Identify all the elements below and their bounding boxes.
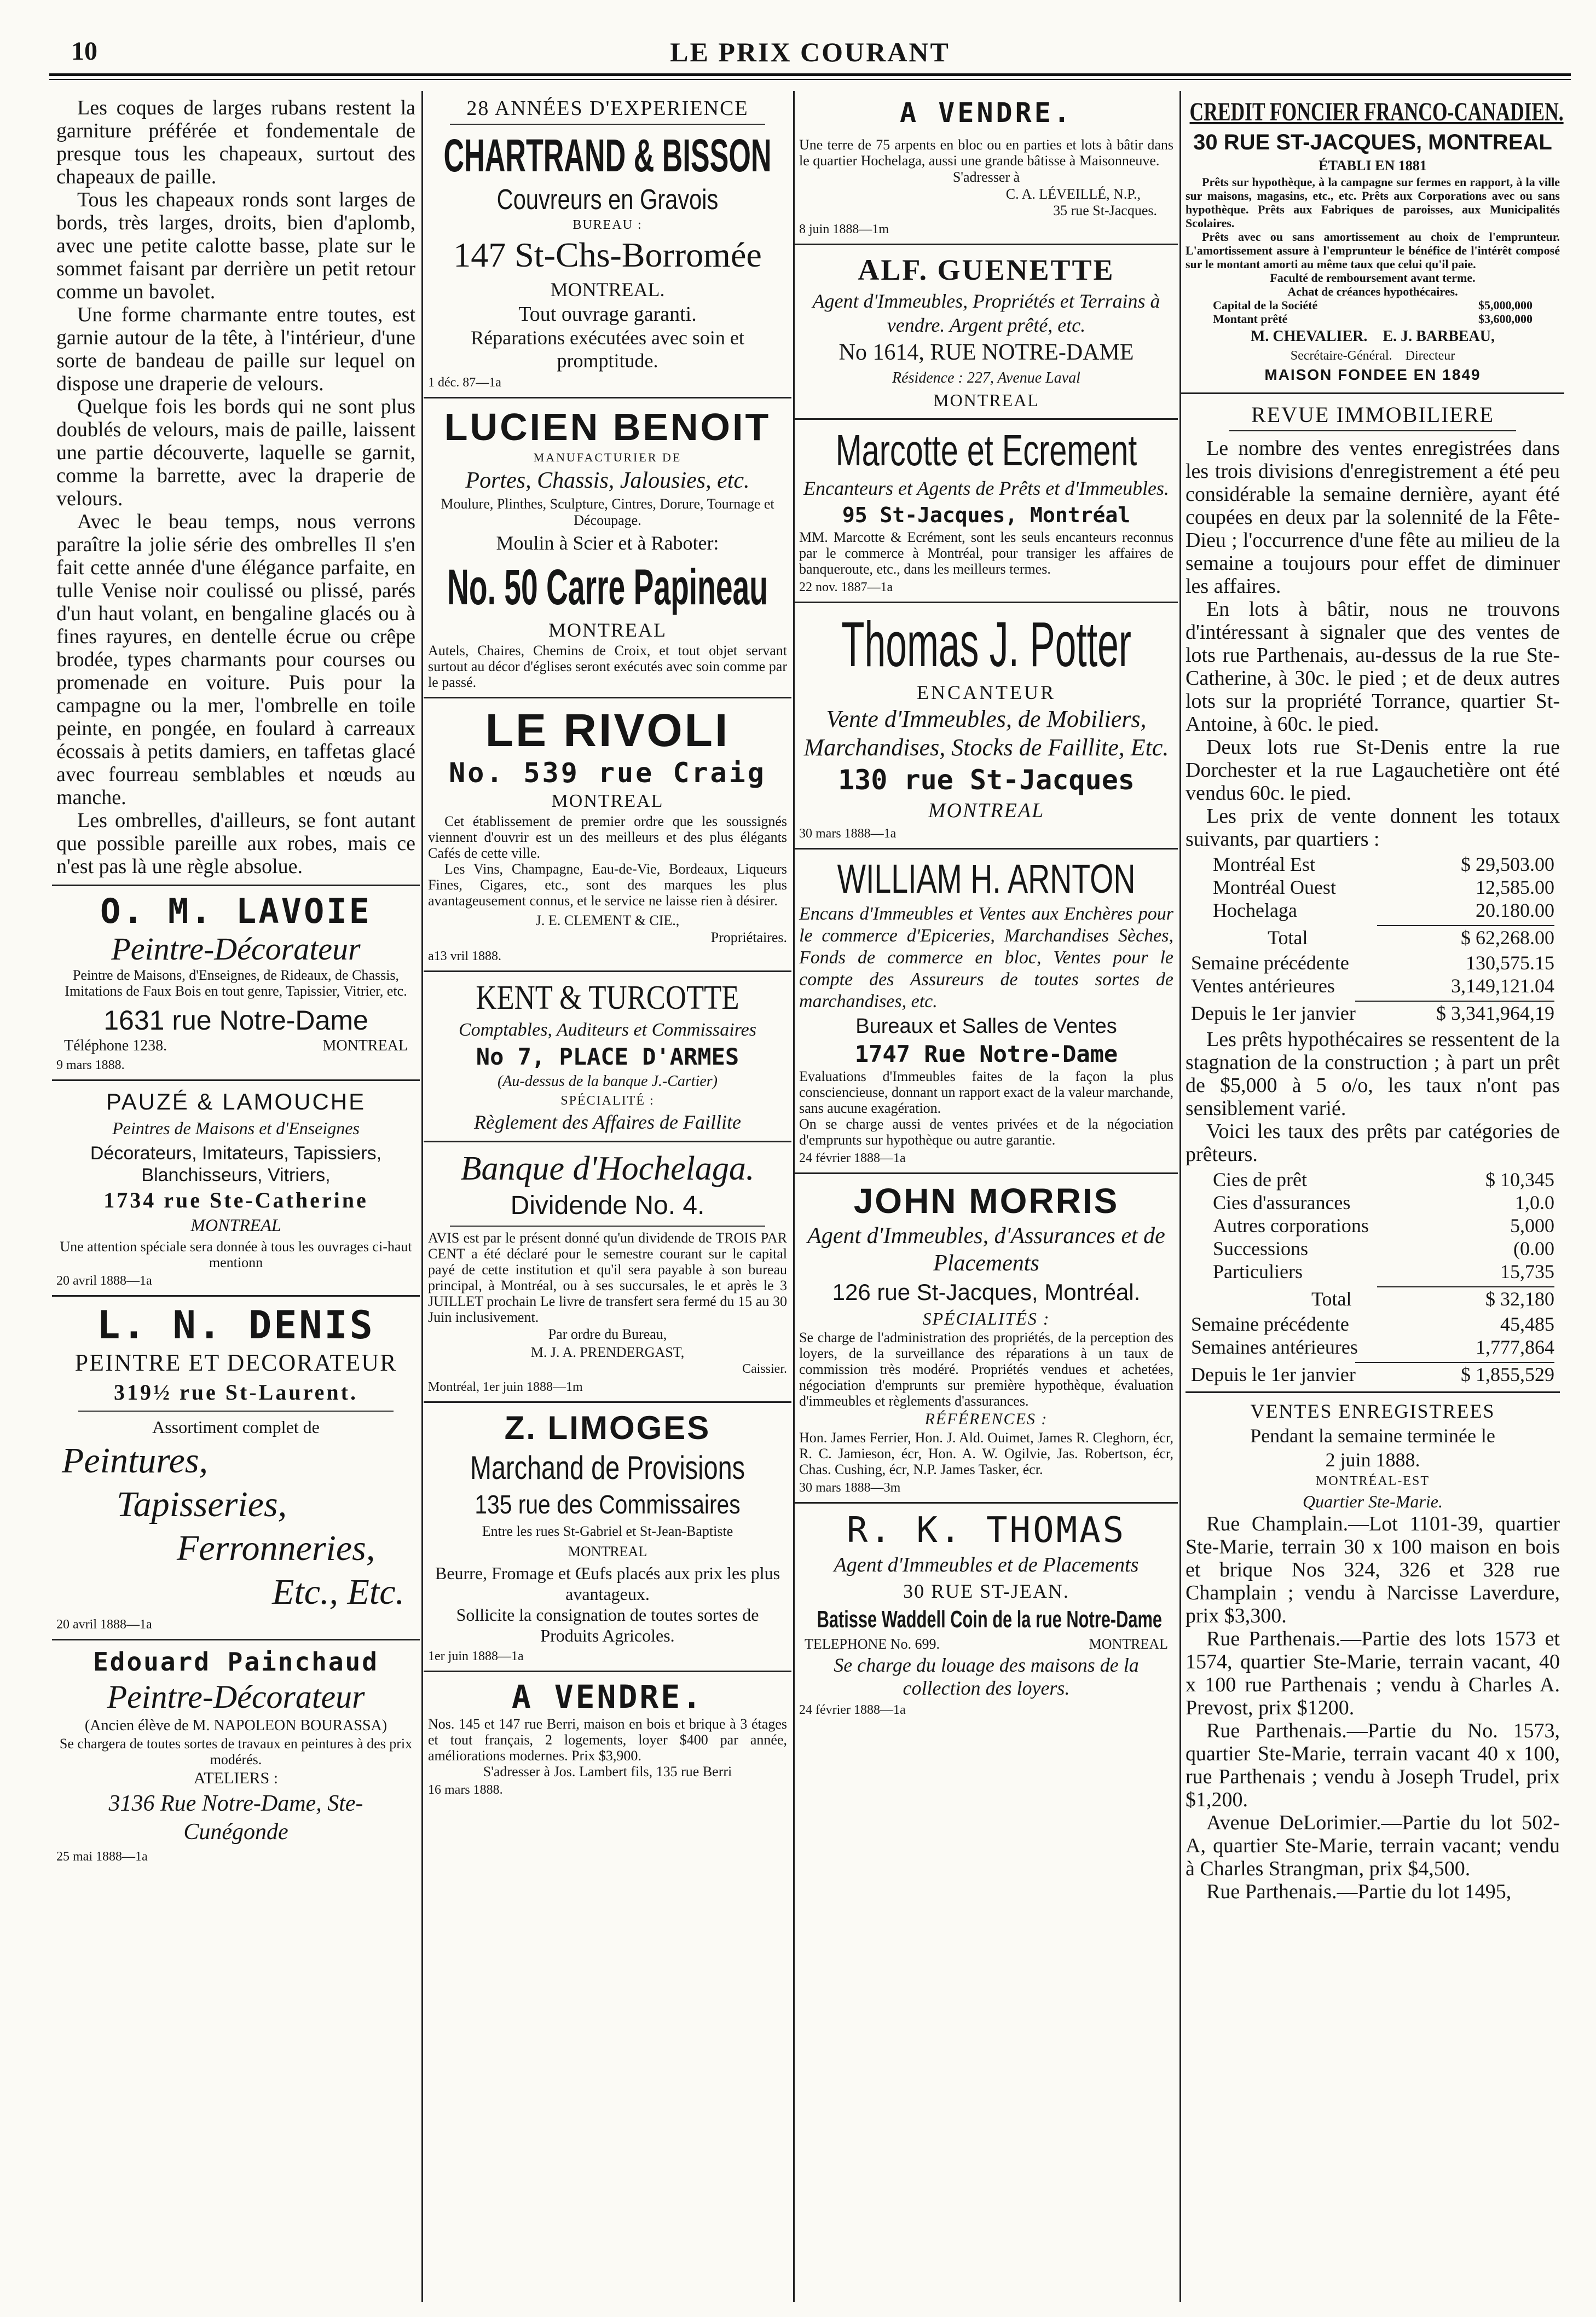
ad-kent — [424, 972, 791, 1142]
ad-address: No. 539 rue Craig — [449, 757, 766, 789]
column-1 — [52, 91, 420, 2302]
ad-date: 24 février 1888—1a — [799, 1703, 906, 1717]
ad-painchaud — [52, 1640, 420, 1871]
column-3 — [795, 91, 1178, 2302]
table-row: Cies de prêt $ 10,345 — [1213, 1169, 1554, 1191]
ad-assortment: Assortiment complet de — [152, 1417, 320, 1437]
totals-table — [1186, 951, 1560, 1025]
lenders-table — [1186, 1166, 1560, 1313]
ad-paragraph: Prêts sur hypothèque, à la campagne sur fermes en rapport, à la ville sur maisons, magasins, etc., etc. Prêts aux Corporations avec ou sans hypothèque. Prêts aux Fabriques de paroisses, aux Municipalités Scolaires. — [1186, 175, 1560, 230]
table-row: Semaines antérieures 1,777,864 — [1191, 1336, 1554, 1358]
ad-name: PAUZÉ & LAMOUCHE — [106, 1089, 366, 1114]
ad-morris — [795, 1174, 1178, 1504]
ad-description: Beurre, Fromage et Œufs placés aux prix les plus avantageux. — [435, 1563, 780, 1604]
ad-lent-value: $3,600,000 — [1478, 312, 1533, 326]
ad-between: Entre les rues St-Gabriel et St-Jean-Baptiste — [482, 1523, 733, 1539]
ad-names: M. CHEVALIER. E. J. BARBEAU, — [1251, 328, 1495, 345]
ad-text: Nos. 145 et 147 rue Berri, maison en bois et brique à 3 étages et tout français, 2 logements, loyer $400 par année, améliorations modernes. Prix $3,900. — [428, 1716, 787, 1764]
ad-paragraph: Faculté de remboursement avant terme. — [1270, 271, 1476, 285]
ad-name: Banque d'Hochelaga. — [460, 1150, 755, 1187]
ad-name: LUCIEN BENOIT — [444, 406, 771, 448]
ad-date: 9 mars 1888. — [56, 1058, 125, 1072]
divider — [450, 124, 765, 125]
ad-roles: Secrétaire-Général. Directeur — [1290, 349, 1455, 363]
ad-established: ÉTABLI EN 1881 — [1319, 158, 1427, 174]
ad-text: Se charge de l'administration des propriétés, de la perception des loyers, de la surveillance des réparations à un taux de commission très modéré. Propriétés vendues et achetées, négociation d'emprunts sur première hypothèque, évaluation d'immeubles et règlements d'assurances. — [799, 1330, 1173, 1409]
ad-arnton — [795, 850, 1178, 1174]
ad-date: 25 mai 1888—1a — [56, 1850, 148, 1864]
masthead-rule-thin — [49, 79, 1571, 80]
ad-date: 20 avril 1888—1a — [56, 1617, 152, 1632]
ad-founded: MAISON FONDEE EN 1849 — [1264, 366, 1481, 383]
article-paragraph: Le nombre des ventes enregistrées dans les trois divisions d'enregistrement a été peu considérable la semaine dernière, ayant été coupées en deux par la solennité de la Fête-Dieu ; l'occurrence d'une fête au milieu de la semaine a toujours pour effet de diminuer les affaires. — [1186, 437, 1560, 598]
ad-line: Moulin à Scier et à Raboter: — [496, 532, 719, 554]
ad-lavoie — [52, 886, 420, 1081]
ad-date: 1er juin 1888—1a — [428, 1649, 524, 1663]
ad-title: Peintre-Décorateur — [107, 1679, 365, 1715]
ad-description: Autels, Chaires, Chemins de Croix, et tout objet servant surtout au décor d'églises seront exécutés avec soin comme par le passé. — [428, 643, 787, 690]
ad-address: 1747 Rue Notre-Dame — [854, 1041, 1118, 1067]
ad-city: MONTREAL. — [550, 279, 665, 301]
table-row: Particuliers 15,735 — [1213, 1261, 1554, 1282]
article-paragraph: Les prêts hypothécaires se ressentent de la stagnation de la construction ; à part un prêt de $5,000 à 5 o/o, les taux n'ont pas sensiblement varié. — [1186, 1028, 1560, 1120]
sale-entry: Rue Parthenais.—Partie du No. 1573, quartier Ste-Marie, terrain vacant 40 x 100, rue Parthenais ; vendu à Joseph Trudel, prix $1,200. — [1186, 1719, 1560, 1811]
ad-name: WILLIAM H. ARNTON — [837, 856, 1136, 902]
ad-city: MONTREAL — [933, 390, 1039, 410]
table-row: Montréal Est $ 29,503.00 — [1213, 853, 1554, 875]
ad-description: Encans d'Immeubles et Ventes aux Enchères pour le commerce d'Epiceries, Marchandises Sèches, Fonds de commerce en bloc, Ventes pour le compte des Assureurs de toutes sortes de marchandises, etc. — [799, 904, 1173, 1012]
ad-line: Tout ouvrage garanti. — [518, 303, 697, 326]
article-paragraph: Tous les chapeaux ronds sont larges de bords, très larges, droits, bien d'aplomb, avec une petite calotte basse, plate sur le sommet faisant par derrière un petit retour comme un bavolet. — [56, 188, 415, 303]
ad-date: 1 déc. 87—1a — [428, 375, 501, 390]
ad-date: 30 mars 1888—3m — [799, 1481, 901, 1495]
table-total-row: Total $ 62,268.00 — [1268, 927, 1554, 949]
ad-potter — [795, 603, 1178, 850]
ad-address: 319½ rue St-Laurent. — [114, 1380, 358, 1405]
ad-title: Peintres de Maisons et d'Enseignes — [112, 1118, 360, 1138]
ad-description: Décorateurs, Imitateurs, Tapissiers, Blanchisseurs, Vitriers, — [90, 1143, 382, 1186]
sale-entry: Rue Parthenais.—Partie du lot 1495, — [1206, 1880, 1512, 1903]
ad-item: Ferronneries, — [177, 1528, 375, 1568]
ad-address: 30 RUE ST-JEAN. — [903, 1580, 1069, 1602]
ad-city: MONTREAL — [322, 1037, 408, 1054]
divider — [78, 1411, 394, 1412]
ad-title: Agent d'Immeubles et de Placements — [834, 1553, 1139, 1576]
quarter-heading: Quartier Ste-Marie. — [1303, 1492, 1443, 1511]
ad-date: 30 mars 1888—1a — [799, 827, 897, 841]
fashion-article — [52, 91, 420, 886]
ad-specialty: SPÉCIALITÉS : — [922, 1309, 1050, 1328]
ad-capital-value: $5,000,000 — [1478, 298, 1533, 312]
ad-address: 1631 rue Notre-Dame — [103, 1005, 368, 1036]
ad-text: MM. Marcotte & Ecrément, sont les seuls encanteurs reconnus par le commerce à Montréal, pour transiger les affaires de banqueroute, etc., dans les meilleurs termes. — [799, 529, 1173, 577]
ad-title: Agent d'Immeubles, Propriétés et Terrains à vendre. Argent prêté, etc. — [812, 290, 1160, 336]
masthead — [49, 31, 1571, 69]
ad-bureau: Bureaux et Salles de Ventes — [855, 1015, 1117, 1038]
ad-signature-role: Propriétaires. — [710, 929, 787, 945]
table-row: Autres corporations 5,000 — [1213, 1215, 1554, 1236]
column-divider — [421, 91, 423, 2302]
ad-paragraph: Les Vins, Champagne, Eau-de-Vie, Bordeaux, Liqueurs Fines, Cigares, etc., sont des marques les plus avantageusement connus, et le service ne laisse rien à désirer. — [428, 861, 787, 909]
ad-title: Peintre-Décorateur — [111, 931, 361, 967]
ad-date: 8 juin 1888—1m — [799, 222, 889, 236]
divider — [450, 1226, 765, 1227]
ad-item: Etc., Etc. — [272, 1572, 404, 1612]
ad-name: O. M. LAVOIE — [100, 891, 372, 931]
ad-name: JOHN MORRIS — [853, 1181, 1119, 1221]
ad-description: Se charge du louage des maisons de la collection des loyers. — [834, 1654, 1139, 1699]
ad-text: On se charge aussi de ventes privées et de la négociation d'emprunts sur hypothèque ou autre garantie. — [799, 1116, 1173, 1148]
ad-description: Se chargera de toutes sortes de travaux en peintures à des prix modérés. — [59, 1736, 413, 1767]
ad-name: Thomas J. Potter — [841, 609, 1131, 680]
table-row: Depuis le 1er janvier $ 1,855,529 — [1191, 1363, 1554, 1385]
ad-city: MONTREAL — [190, 1215, 281, 1235]
ad-vendre-berri — [424, 1672, 791, 1804]
ad-references: Hon. James Ferrier, Hon. J. Ald. Ouimet, James R. Cleghorn, écr, R. C. Jamieson, écr, Hon. A. W. Ogilvie, Jas. Robertson, écr, Chas. Cushing, écr, N.P. James Tasker, écr. — [799, 1430, 1173, 1477]
ad-order: Par ordre du Bureau, — [548, 1326, 667, 1342]
article-paragraph: En lots à bâtir, nous ne trouvons d'intéressant à signaler que des ventes de lots rue Parthenais, au-dessus de la rue Ste-Catherine, à 30c. le pied ; et de deux autres lots sur la propriété Torrance, quartier St-Antoine, à 60c. le pied. — [1186, 598, 1560, 736]
table-row: Semaine précédente 130,575.15 — [1191, 952, 1554, 974]
masthead-rule — [49, 73, 1571, 76]
ad-guenette — [795, 245, 1178, 420]
ad-name: CREDIT FONCIER FRANCO-CANADIEN. — [1189, 97, 1564, 126]
ad-name: KENT & TURCOTTE — [476, 979, 739, 1016]
ad-name: Z. LIMOGES — [504, 1409, 711, 1446]
ad-contact: S'adresser à — [952, 169, 1020, 185]
district-heading: MONTRÉAL-EST — [1316, 1474, 1430, 1488]
ad-experience: 28 ANNÉES D'EXPERIENCE — [466, 97, 749, 120]
ad-address: No 1614, RUE NOTRE-DAME — [839, 340, 1134, 365]
ad-text: AVIS est par le présent donné qu'un dividende de TROIS PAR CENT a été déclaré pour le semestre courant sur le capital payé de cette institution et qu'il sera payable à son bureau principal, à Montréal, ou à ses succursales, le et après le 3 JUILLET prochain Le livre de transfert sera fermé du 15 au 30 Juin inclusivement. — [428, 1230, 787, 1325]
ad-address: 130 rue St-Jacques — [838, 764, 1135, 796]
ad-lent-label: Montant prêté — [1213, 312, 1288, 326]
ad-title: A VENDRE. — [900, 97, 1073, 129]
ad-description: Sollicite la consignation de toutes sortes de Produits Agricoles. — [456, 1605, 759, 1645]
ad-address: No. 50 Carre Papineau — [447, 559, 768, 615]
ad-phone-row — [799, 1635, 1173, 1654]
ad-capital-row — [1186, 298, 1560, 312]
ad-address: No 7, PLACE D'ARMES — [476, 1043, 739, 1070]
ad-pauze — [52, 1081, 420, 1297]
ad-address: 3136 Rue Notre-Dame, Ste-Cunégonde — [108, 1791, 363, 1845]
ad-date: a13 vril 1888. — [428, 949, 501, 963]
ad-lent-row — [1186, 312, 1560, 326]
divider — [1186, 1391, 1560, 1393]
ad-chartrand — [424, 91, 791, 398]
ad-ateliers: ATELIERS : — [193, 1769, 279, 1787]
table-row: Semaine précédente 45,485 — [1191, 1313, 1554, 1335]
article-paragraph: Voici les taux des prêts par catégories de prêteurs. — [1186, 1120, 1560, 1166]
ad-date: 24 février 1888—1a — [799, 1151, 906, 1165]
ad-contact: S'adresser à Jos. Lambert fils, 135 rue Berri — [483, 1764, 732, 1779]
ad-date: Montréal, 1er juin 1888—1m — [428, 1380, 583, 1394]
article-paragraph: Quelque fois les bords qui ne sont plus doublés de velours, mais de paille, laissent une partie découverte, laquelle se garnit, comme la barrette, avec la draperie de velours. — [56, 395, 415, 510]
ad-name: LE RIVOLI — [485, 704, 730, 756]
ad-title: ENCANTEUR — [917, 681, 1056, 703]
ad-name: L. N. DENIS — [97, 1303, 375, 1348]
ad-date: 20 avril 1888—1a — [56, 1274, 152, 1288]
article-paragraph: Avec le beau temps, nous verrons paraître la jolie série des ombrelles Il s'en fait cette année d'une élégance parfaite, en tulle Venise noir coulissé ou plissé, parés d'un haut volant, en bengaline glacés ou à fines rayures, en dentelle écrue ou crêpe brodée, types charmants pour courses ou promenade en voiture. Puis pour la campagne ou la mer, l'ombrelle en toile peinte, en pongée, en foulard à carreaux écossais à petits damiers, en taffetas glacé avec fourreau semblables et nœuds au manche. — [56, 510, 415, 809]
article-paragraph: Deux lots rue St-Denis entre la rue Dorchester et la rue Lagauchetière ont été vendus 60c. le pied. — [1186, 736, 1560, 805]
ad-former: (Ancien élève de M. NAPOLEON BOURASSA) — [84, 1717, 388, 1734]
ad-address: 30 RUE ST-JACQUES, MONTREAL — [1193, 130, 1552, 154]
newspaper-title: LE PRIX COURANT — [670, 37, 950, 67]
section-subtitle: Pendant la semaine terminée le — [1250, 1425, 1495, 1447]
ad-date: 16 mars 1888. — [428, 1783, 503, 1797]
table-row: Cies d'assurances 1,0.0 — [1213, 1192, 1554, 1214]
ad-title: Couvreurs en Gravois — [496, 184, 719, 216]
ad-phone: TELEPHONE No. 699. — [805, 1636, 940, 1652]
ad-marcotte — [795, 420, 1178, 603]
ad-city: MONTREAL — [568, 1544, 647, 1559]
ad-dividend: Dividende No. 4. — [510, 1191, 705, 1220]
ad-line: Portes, Chassis, Jalousies, etc. — [465, 468, 750, 493]
ad-paragraph: Cet établissement de premier ordre que les soussignés viennent d'ouvrir est un des meilleurs et des plus élégants Cafés de cette ville. — [428, 813, 787, 861]
ad-text: Evaluations d'Immeubles faites de la façon la plus consciencieuse, donnant un rapport exact de la valeur marchande, sans aucune exagération. — [799, 1068, 1173, 1116]
table-row: Successions (0.00 — [1213, 1238, 1554, 1259]
article-paragraph: Les ombrelles, d'ailleurs, se font autant que possible pareille aux robes, mais ce n'est pas là une règle absolue. — [56, 809, 415, 878]
ad-title: A VENDRE. — [511, 1678, 704, 1715]
section-title: VENTES ENREGISTREES — [1250, 1400, 1495, 1422]
ad-title: Marchand de Provisions — [470, 1449, 745, 1486]
ad-address: 1734 rue Ste-Catherine — [103, 1188, 368, 1212]
table-row: Ventes antérieures 3,149,121.04 — [1191, 975, 1554, 997]
ad-vendre-terre — [795, 91, 1178, 245]
table-row: Montréal Ouest 12,585.00 — [1213, 876, 1554, 898]
ad-description: Peintre de Maisons, d'Enseignes, de Rideaux, de Chassis, Imitations de Faux Bois en tout genre, Tapissier, Vitrier, etc. — [65, 967, 407, 999]
ad-name: CHARTRAND & BISSON — [443, 130, 772, 181]
ad-references-title: RÉFÉRENCES : — [924, 1410, 1048, 1428]
table-row: Hochelaga 20.180.00 — [1213, 899, 1554, 921]
page-number: 10 — [71, 37, 97, 66]
ad-benoit — [424, 398, 791, 698]
table-row: Depuis le 1er janvier $ 3,341,964,19 — [1191, 1002, 1554, 1024]
ad-thomas — [795, 1504, 1178, 1724]
ad-description: Vente d'Immeubles, de Mobiliers, Marchandises, Stocks de Faillite, Etc. — [803, 706, 1169, 761]
ad-contact: 35 rue St-Jacques. — [1053, 203, 1157, 218]
ad-item: Peintures, — [62, 1441, 208, 1481]
ad-hochelaga — [424, 1142, 791, 1403]
ad-limoges — [424, 1403, 791, 1672]
totals-table — [1186, 1313, 1560, 1386]
column-2 — [424, 91, 791, 2302]
ad-residence: Résidence : 227, Avenue Laval — [892, 369, 1080, 386]
ad-name: Marcotte et Ecrement — [835, 426, 1137, 475]
ad-phone-row — [56, 1037, 415, 1055]
ad-city: MONTREAL — [928, 799, 1045, 822]
ad-contact: C. A. LÉVEILLÉ, N.P., — [1005, 186, 1141, 202]
section-date: 2 juin 1888. — [1325, 1449, 1420, 1471]
ad-address: 135 rue des Commissaires — [475, 1490, 741, 1519]
ad-title: Encanteurs et Agents de Prêts et d'Immeubles. — [803, 477, 1169, 499]
column-4 — [1181, 91, 1564, 2302]
ad-building: Batisse Waddell Coin de la rue Notre-Dame — [817, 1606, 1163, 1633]
ad-specialty: SPÉCIALITÉ : — [560, 1094, 655, 1108]
ad-note: Une attention spéciale sera donnée à tous les ouvrages ci-haut mentionn — [60, 1239, 412, 1270]
ad-title: Comptables, Auditeurs et Commissaires — [458, 1020, 757, 1040]
ad-city: MONTREAL — [551, 791, 664, 811]
ad-text: Une terre de 75 arpents en bloc ou en parties et lots à bâtir dans le quartier Hochelaga, aussi une grande bâtisse à Maisonneuve. — [799, 137, 1173, 169]
ad-phone: Téléphone 1238. — [64, 1037, 167, 1054]
ad-address: 126 rue St-Jacques, Montréal. — [832, 1279, 1141, 1305]
ad-signature: J. E. CLEMENT & CIE., — [535, 912, 680, 928]
ad-line: Réparations exécutées avec soin et promptitude. — [471, 327, 744, 372]
quarters-table — [1186, 851, 1560, 951]
ad-city: MONTREAL — [548, 619, 667, 641]
ad-line: Règlement des Affaires de Faillite — [474, 1111, 741, 1133]
ad-city: MONTREAL — [1089, 1636, 1168, 1652]
ad-signature-role: Caissier. — [742, 1362, 787, 1376]
ad-name: ALF. GUENETTE — [858, 253, 1115, 286]
article-paragraph: Les prix de vente donnent les totaux suivants, par quartiers : — [1186, 805, 1560, 851]
ad-capital-label: Capital de la Société — [1213, 298, 1318, 312]
ad-bureau: BUREAU : — [573, 218, 643, 232]
ad-sub: (Au-dessus de la banque J.-Cartier) — [497, 1073, 718, 1090]
ad-name: Edouard Painchaud — [93, 1647, 379, 1677]
article-paragraph: Les coques de larges rubans restent la garniture préférée et fondementale de presque tous les chapeaux, surtout des chapeaux de paille. — [56, 96, 415, 188]
sale-entry: Rue Parthenais.—Partie des lots 1573 et 1574, quartier Ste-Marie, terrain vacant, 40 x 100 rue Parthenais ; vendu à Charles A. Prevost, prix $1200. — [1186, 1627, 1560, 1719]
ad-line: Moulure, Plinthes, Sculpture, Cintres, Dorure, Tournage et Découpage. — [441, 496, 774, 528]
sale-entry: Rue Champlain.—Lot 1101-39, quartier Ste-Marie, terrain 30 x 100 maison en bois et brique Nos 324, 326 et 328 rue Champlain ; vendu à Narcisse Laverdure, prix $3,300. — [1186, 1512, 1560, 1627]
ad-address: 95 St-Jacques, Montréal — [842, 503, 1131, 527]
ad-title: PEINTRE ET DECORATEUR — [74, 1349, 397, 1376]
article-paragraph: Une forme charmante entre toutes, est garnie autour de la tête, à l'intérieur, d'une sorte de bandeau de paille sur lequel on dispose une draperie de velours. — [56, 303, 415, 395]
ad-rivoli — [424, 698, 791, 972]
ad-name: R. K. THOMAS — [846, 1510, 1126, 1551]
ad-signature: M. J. A. PRENDERGAST, — [530, 1344, 685, 1360]
section-title: REVUE IMMOBILIERE — [1229, 400, 1516, 431]
ad-address: 147 St-Chs-Borromée — [453, 235, 762, 274]
sale-entry: Avenue DeLorimier.—Partie du lot 502-A, quartier Ste-Marie, terrain vacant; vendu à Charles Strangman, prix $4,500. — [1186, 1811, 1560, 1880]
ad-item: Tapisseries, — [117, 1484, 287, 1524]
ad-sub: MANUFACTURIER DE — [533, 450, 682, 464]
ad-denis — [52, 1297, 420, 1640]
ad-paragraph: Prêts avec ou sans amortissement au choix de l'emprunteur. L'amortissement assure à l'emprunteur le bénéfice de l'intérêt composé sur le montant amorti au même taux que celui qu'il paie. — [1186, 230, 1560, 271]
ad-date: 22 nov. 1887—1a — [799, 580, 893, 594]
table-total-row: Total $ 32,180 — [1311, 1288, 1554, 1310]
ad-credit-foncier — [1181, 91, 1564, 394]
ad-paragraph: Achat de créances hypothécaires. — [1287, 285, 1458, 298]
revue-immobiliere — [1181, 394, 1564, 1909]
ad-title: Agent d'Immeubles, d'Assurances et de Placements — [807, 1223, 1165, 1276]
